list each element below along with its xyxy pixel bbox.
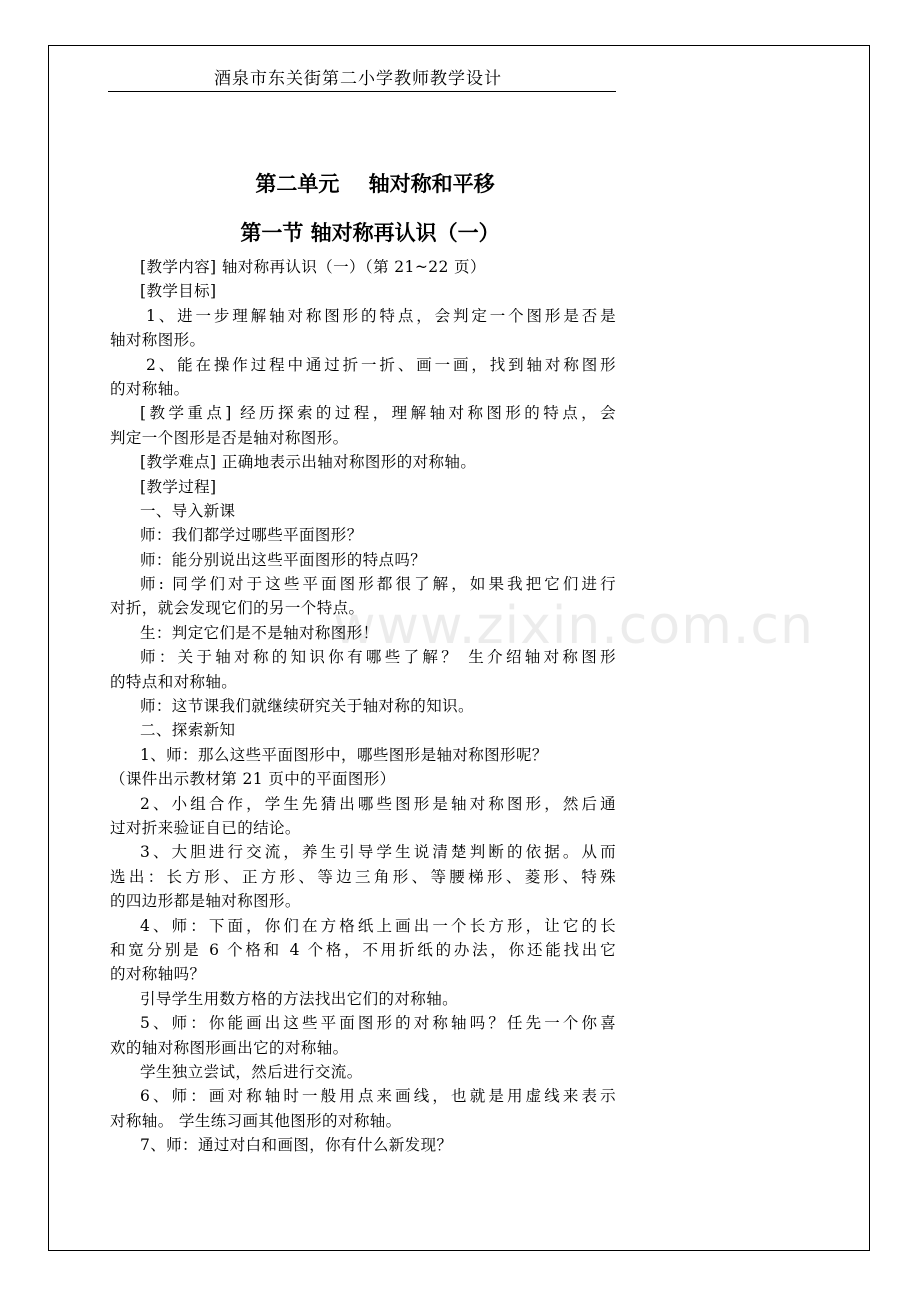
step-4-line-2: 和宽分别是 6 个格和 4 个格，不用折纸的办法，你还能找出它 bbox=[110, 940, 616, 959]
step-6-line-2: 对称轴。 学生练习画其他图形的对称轴。 bbox=[110, 1111, 402, 1130]
goal-1-line-1: 1、进一步理解轴对称图形的特点，会判定一个图形是否是 bbox=[146, 306, 616, 325]
part-1-heading: 一、导入新课 bbox=[140, 501, 236, 520]
step-4-line-1: 4、师：下面，你们在方格纸上画出一个长方形，让它的长 bbox=[140, 916, 616, 935]
teaching-content-line: [教学内容] 轴对称再认识（一）（第 21~22 页） bbox=[140, 258, 486, 276]
dialogue-line: 的特点和对称轴。 bbox=[110, 672, 238, 691]
difficulty-line: [教学难点] 正确地表示出轴对称图形的对称轴。 bbox=[140, 453, 477, 472]
teaching-goals-heading: [教学目标] bbox=[140, 282, 217, 301]
dialogue-line: 师: 同学们对于这些平面图形都很了解，如果我把它们进行 bbox=[140, 575, 616, 594]
key-point-line-2: 判定一个图形是否是轴对称图形。 bbox=[110, 428, 349, 447]
step-6-line-1: 6、师：画对称轴时一般用点来画线，也就是用虚线来表示 bbox=[140, 1087, 616, 1106]
dialogue-line: 师：这节课我们就继续研究关于轴对称的知识。 bbox=[140, 697, 474, 716]
step-4-line-3: 的对称轴吗？ bbox=[110, 965, 206, 984]
step-7-line-1: 7、师：通过对白和画图，你有什么新发现？ bbox=[140, 1136, 453, 1155]
step-5-line-2: 欢的轴对称图形画出它的对称轴。 bbox=[110, 1038, 349, 1057]
dialogue-line: 师：能分别说出这些平面图形的特点吗？ bbox=[140, 550, 427, 569]
step-1-line-2: （课件出示教材第 21 页中的平面图形） bbox=[110, 770, 396, 789]
header-underline bbox=[108, 91, 616, 92]
step-2-line-1: 2、小组合作，学生先猜出哪些图形是轴对称图形，然后通 bbox=[140, 794, 616, 813]
part-2-heading: 二、探索新知 bbox=[140, 721, 236, 740]
goal-2-line-1: 2、能在操作过程中通过折一折、画一画，找到轴对称图形 bbox=[146, 355, 616, 374]
step-3-line-3: 的四边形都是轴对称图形。 bbox=[110, 892, 301, 911]
dialogue-line: 师：关于轴对称的知识你有哪些了解？ 生介绍轴对称图形 bbox=[140, 648, 616, 667]
step-5-activity: 学生独立尝试，然后进行交流。 bbox=[140, 1062, 363, 1081]
dialogue-line: 对折，就会发现它们的另一个特点。 bbox=[110, 599, 365, 618]
watermark: www.zixin.com.cn bbox=[333, 596, 814, 656]
section-title: 第一节 轴对称再认识（一） bbox=[240, 221, 500, 245]
step-2-line-2: 过对折来验证自已的结论。 bbox=[110, 818, 301, 837]
unit-title: 第二单元 轴对称和平移 bbox=[255, 172, 495, 196]
goal-2-line-2: 的对称轴。 bbox=[110, 379, 190, 398]
dialogue-line: 生：判定它们是不是轴对称图形！ bbox=[140, 623, 379, 642]
school-header-title: 酒泉市东关街第二小学教师教学设计 bbox=[214, 69, 502, 89]
step-1-line-1: 1、师：那么这些平面图形中，哪些图形是轴对称图形呢？ bbox=[140, 745, 548, 764]
process-heading: [教学过程] bbox=[140, 477, 217, 496]
step-3-line-1: 3、大胆进行交流，养生引导学生说清楚判断的依据。从而 bbox=[140, 843, 616, 862]
key-point-line-1: [教学重点] 经历探索的过程，理解轴对称图形的特点，会 bbox=[140, 404, 616, 423]
step-4-guidance: 引导学生用数方格的方法找出它们的对称轴。 bbox=[140, 989, 459, 1008]
dialogue-line: 师：我们都学过哪些平面图形？ bbox=[140, 526, 363, 545]
goal-1-line-2: 轴对称图形。 bbox=[110, 331, 206, 350]
lesson-body bbox=[110, 255, 616, 1157]
step-3-line-2: 选出：长方形、正方形、等边三角形、等腰梯形、菱形、特殊 bbox=[110, 867, 616, 886]
step-5-line-1: 5、师：你能画出这些平面图形的对称轴吗？任先一个你喜 bbox=[140, 1014, 616, 1033]
